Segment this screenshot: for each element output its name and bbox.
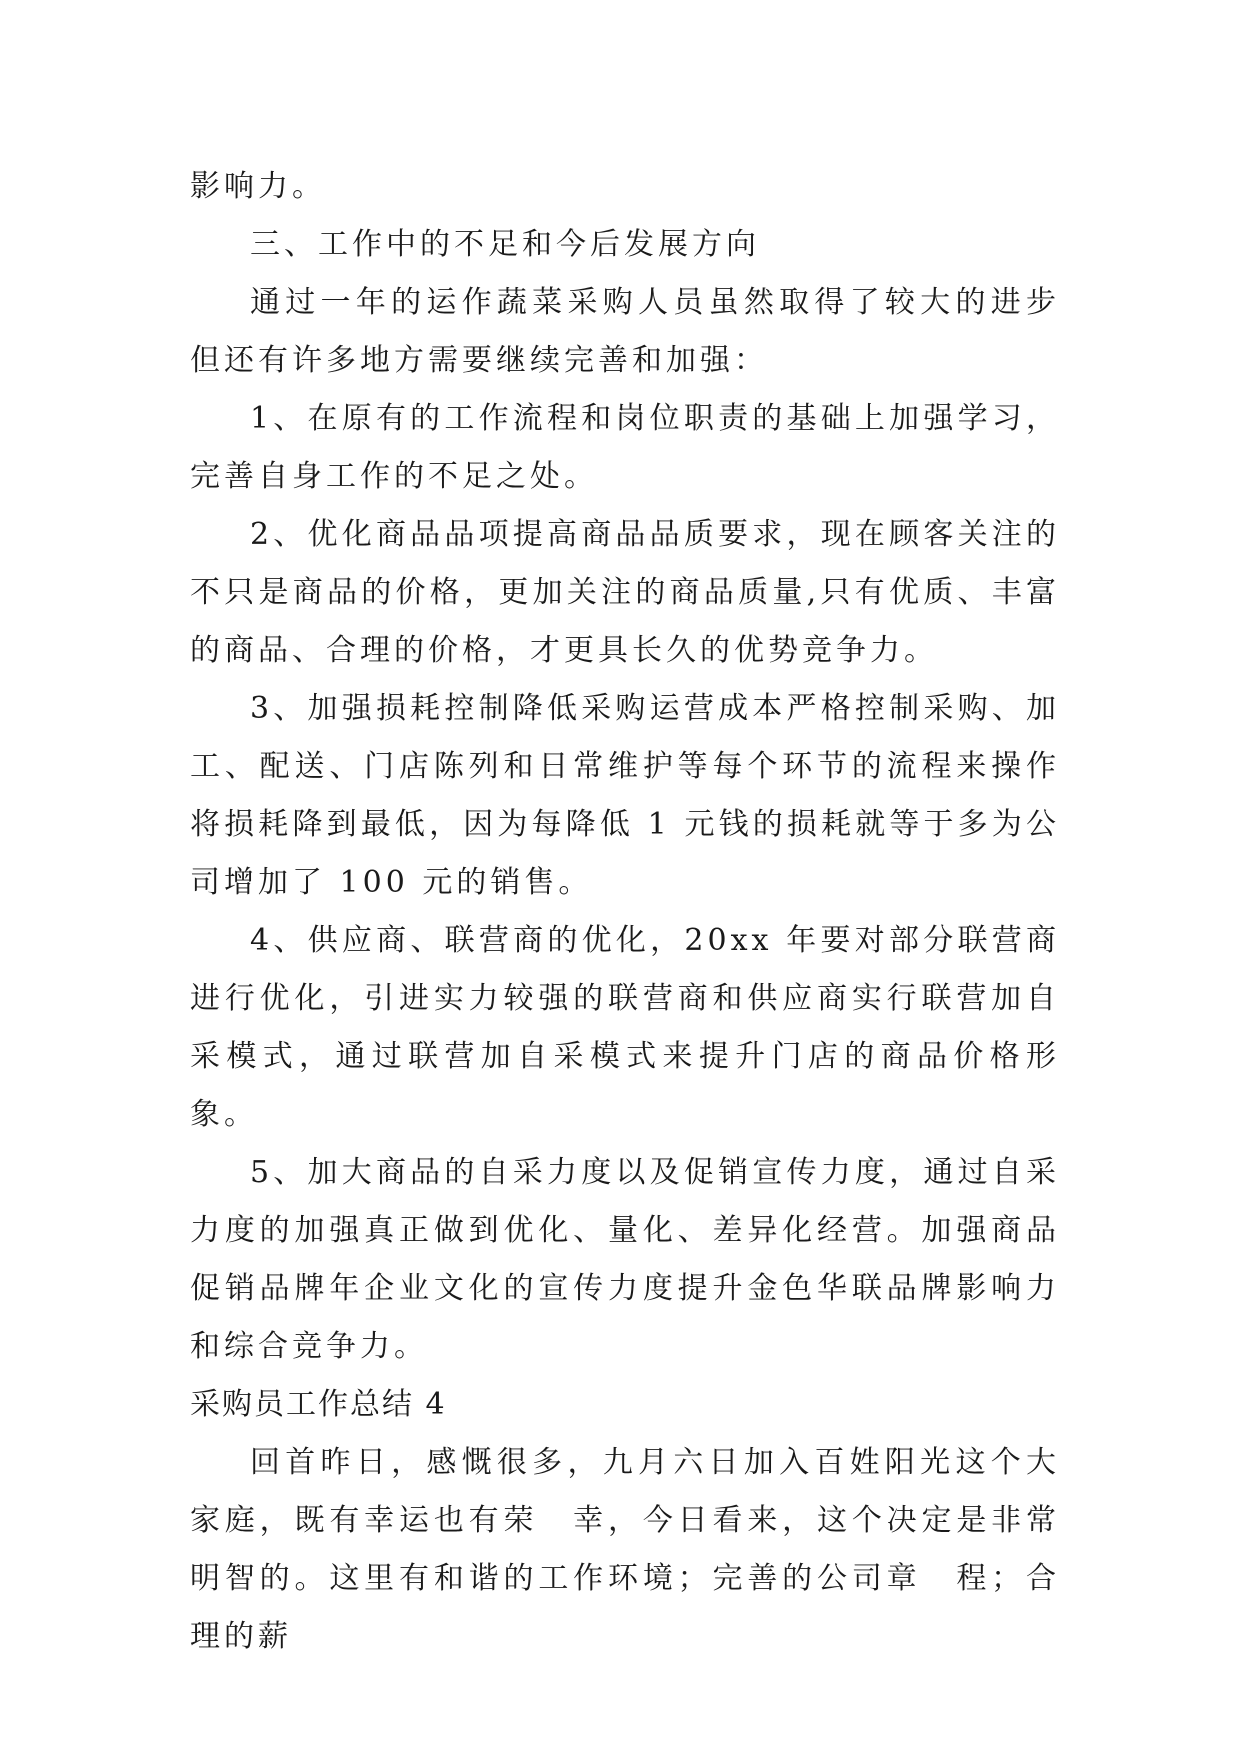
list-item-3: 3、加强损耗控制降低采购运营成本严格控制采购、加工、配送、门店陈列和日常维护等每个环节的流程来操作将损耗降到最低，因为每降低 1 元钱的损耗就等于多为公司增加了 100 元的销售。 xyxy=(190,691,1060,900)
list-item-2: 2、优化商品品项提高商品品质要求，现在顾客关注的不只是商品的价格，更加关注的商品质量,只有优质、丰富的商品、合理的价格，才更具长久的优势竞争力。 xyxy=(190,517,1060,668)
list-item-4: 4、供应商、联营商的优化，20xx 年要对部分联营商进行优化，引进实力较强的联营商和供应商实行联营加自采模式，通过联营加自采模式来提升门店的商品价格形象。 xyxy=(190,923,1060,1132)
section-heading-3: 三、工作中的不足和今后发展方向 xyxy=(250,227,760,262)
article-title: 采购员工作总结 4 xyxy=(190,1387,447,1422)
document-page xyxy=(190,158,1060,1666)
list-item-1: 1、在原有的工作流程和岗位职责的基础上加强学习，完善自身工作的不足之处。 xyxy=(190,401,1060,494)
paragraph-intro: 通过一年的运作蔬菜采购人员虽然取得了较大的进步但还有许多地方需要继续完善和加强： xyxy=(190,285,1060,378)
paragraph-0: 影响力。 xyxy=(190,169,326,204)
paragraph-recap: 回首昨日，感慨很多，九月六日加入百姓阳光这个大家庭，既有幸运也有荣 幸，今日看来，这个决定是非常明智的。这里有和谐的工作环境；完善的公司章 程；合理的薪 xyxy=(190,1445,1060,1654)
list-item-5: 5、加大商品的自采力度以及促销宣传力度，通过自采力度的加强真正做到优化、量化、差异化经营。加强商品促销品牌年企业文化的宣传力度提升金色华联品牌影响力和综合竞争力。 xyxy=(190,1155,1060,1364)
